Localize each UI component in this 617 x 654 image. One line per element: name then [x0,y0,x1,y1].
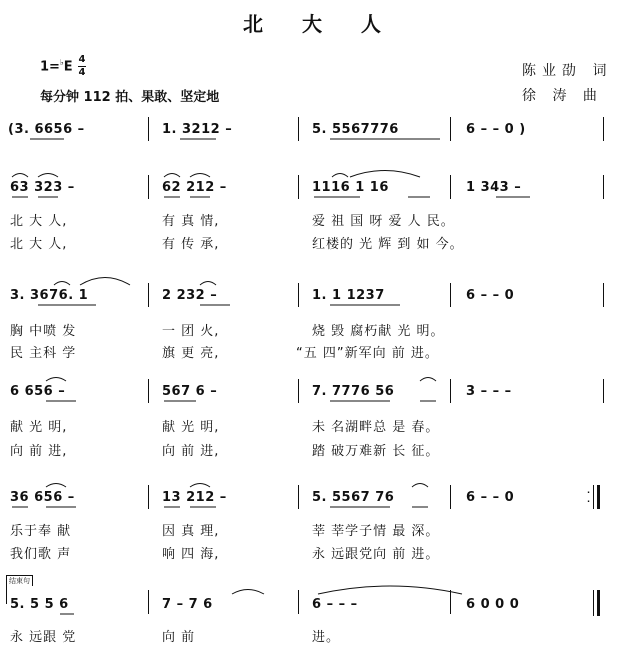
composer-credit: 徐 涛 曲 [522,88,603,104]
barline [603,283,604,307]
row0-measure1: (3. 6656 – [8,122,85,137]
barline [450,117,451,141]
row1-measure2: 62 212 – [162,180,227,195]
row3-measure4: 3 – – – [466,384,512,399]
row3-lyric2-b: 向 前 进, [162,444,220,459]
row4-measure1: 36 656 – [10,490,75,505]
row3-measure1: 6 656 – [10,384,66,399]
key-signature [40,58,73,74]
coda-label: 结束句 [6,575,33,586]
row2-lyric2-b: 旗 更 亮, [162,346,220,361]
barline [450,379,451,403]
barline [298,379,299,403]
coda-bracket [6,580,7,604]
barline [450,590,451,614]
row5-measure1: 5. 5 5 6 [10,597,69,612]
row2-lyric2-c: “五 四”新军向 前 进。 [296,346,439,361]
barline [450,175,451,199]
row4-lyric2-b: 响 四 海, [162,547,220,562]
row2-lyric1-a: 胸 中喷 发 [10,324,77,339]
row5-lyric-c: 进。 [312,630,341,645]
row2-lyric1-c: 烧 毁 腐朽献 光 明。 [312,324,445,339]
row2-lyric2-a: 民 主科 学 [10,346,77,361]
barline [603,379,604,403]
row5-measure3: 6 – – – [312,597,358,612]
row1-lyric2-c: 红楼的 光 辉 到 如 今。 [312,237,464,252]
barline [298,485,299,509]
row3-lyric1-a: 献 光 明, [10,420,68,435]
row4-lyric2-a: 我们歌 声 [10,547,72,562]
row5-measure2: 7 – 7 6 [162,597,213,612]
flat-sign: ♭ [59,58,64,67]
lyricist-credit: 陈业劭 词 [522,63,613,79]
tempo-marking: 每分钟 112 拍、果敢、坚定地 [40,90,220,105]
barline [148,485,149,509]
row5-lyric-a: 永 远跟 党 [10,630,77,645]
final-barline-thick [597,590,600,616]
row3-lyric1-b: 献 光 明, [162,420,220,435]
row4-lyric1-b: 因 真 理, [162,524,220,539]
barline [298,175,299,199]
row4-measure3: 5. 5567 76 [312,490,395,505]
key-note: E [63,59,73,75]
row3-lyric2-a: 向 前 进, [10,444,68,459]
row1-measure3: 1116 1 16 [312,180,389,195]
row3-lyric1-c: 未 名湖畔总 是 春。 [312,420,440,435]
row2-lyric1-b: 一 团 火, [162,324,220,339]
row1-measure4: 1 343 – [466,180,522,195]
barline [148,283,149,307]
time-numerator: 4 [78,54,86,65]
row2-measure2: 2 232 – [162,288,218,303]
row0-measure3: 5. 5567776 [312,122,399,137]
barline [298,283,299,307]
row3-measure2: 567 6 – [162,384,218,399]
barline [148,590,149,614]
row3-lyric2-c: 踏 破万难新 长 征。 [312,444,440,459]
key-prefix: 1= [40,59,60,75]
row1-lyric2-b: 有 传 承, [162,237,220,252]
barline [298,117,299,141]
row2-measure1: 3. 3676. 1 [10,288,89,303]
row1-lyric1-b: 有 真 情, [162,214,220,229]
row1-lyric1-c: 爱 祖 国 呀 爱 人 民。 [312,214,455,229]
final-barline [593,590,594,616]
row1-lyric2-a: 北 大 人, [10,237,68,252]
row1-lyric1-a: 北 大 人, [10,214,68,229]
row5-measure4: 6 0 0 0 [466,597,520,612]
barline [148,117,149,141]
barline [603,117,604,141]
row5-lyric-b: 向 前 [162,630,196,645]
row0-measure2: 1. 3212 – [162,122,233,137]
row2-measure4: 6 – – 0 [466,288,515,303]
row4-measure2: 13 212 – [162,490,227,505]
time-denominator: 4 [78,67,86,78]
repeat-barline-thick [597,485,600,509]
barline [298,590,299,614]
row4-measure4: 6 – – 0 [466,490,515,505]
barline [148,379,149,403]
barline [148,175,149,199]
barline [603,175,604,199]
time-signature [78,55,86,78]
barline [450,485,451,509]
barline [450,283,451,307]
row0-measure4: 6 – – 0 ) [466,122,526,137]
row4-lyric1-a: 乐于奉 献 [10,524,72,539]
row2-measure3: 1. 1 1237 [312,288,385,303]
row3-measure3: 7. 7776 56 [312,384,395,399]
song-title: 北 大 人 [243,12,397,36]
row1-measure1: 63 323 – [10,180,75,195]
row4-lyric1-c: 莘 莘学子情 最 深。 [312,524,440,539]
repeat-dots: · · [587,488,591,506]
row4-lyric2-c: 永 远跟党向 前 进。 [312,547,440,562]
repeat-barline [593,485,594,509]
